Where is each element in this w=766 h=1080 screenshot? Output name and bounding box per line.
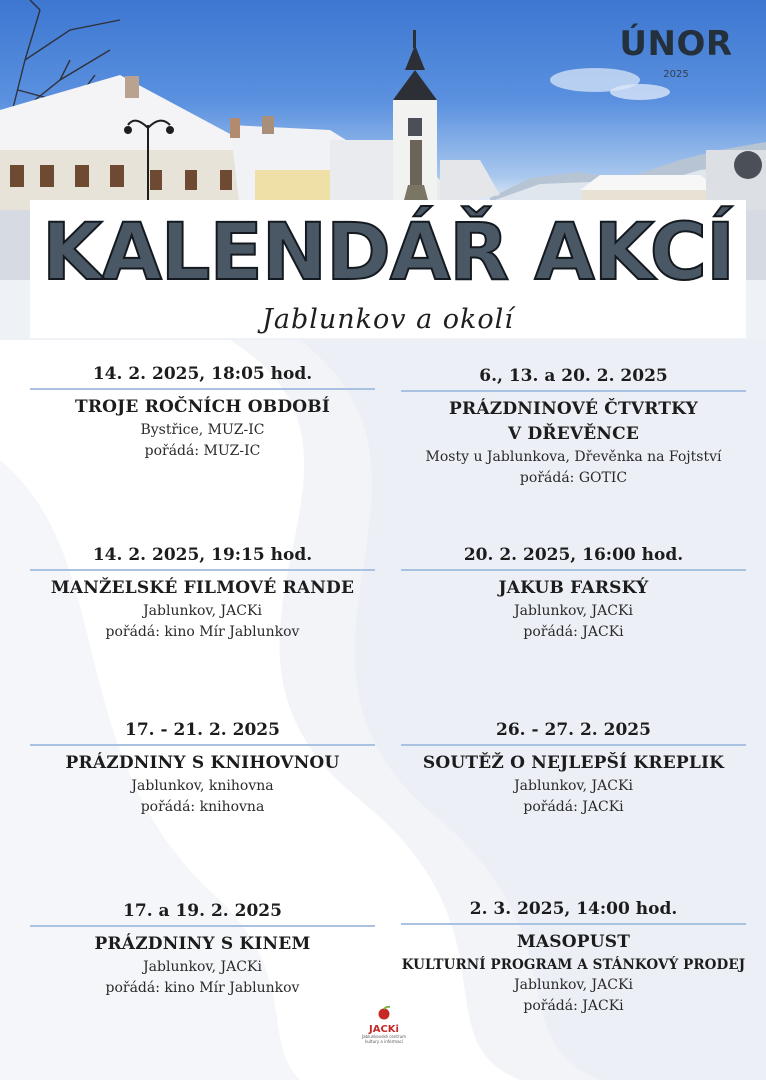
divider: [30, 925, 375, 927]
event-date: 20. 2. 2025, 16:00 hod.: [463, 545, 684, 565]
divider: [401, 923, 746, 925]
event-title: MASOPUST: [516, 932, 631, 952]
event-date: 17. - 21. 2. 2025: [125, 720, 280, 740]
event-title: PRÁZDNINY S KINEM: [94, 934, 311, 954]
event-date: 14. 2. 2025, 18:05 hod.: [92, 364, 313, 384]
event-place: Jablunkov, JACKi: [143, 603, 262, 619]
event-organizer: pořádá: JACKi: [523, 624, 624, 640]
event-organizer: pořádá: kino Mír Jablunkov: [105, 624, 300, 640]
event-title: SOUTĚŽ O NEJLEPŠÍ KREPLIK: [422, 753, 725, 773]
event-card: [401, 365, 746, 489]
event-date: 6., 13. a 20. 2. 2025: [479, 366, 668, 386]
year-label: 2025: [663, 69, 689, 80]
event-organizer: pořádá: kino Mír Jablunkov: [105, 980, 300, 996]
event-title: MANŽELSKÉ FILMOVÉ RANDE: [50, 578, 355, 598]
event-date: 14. 2. 2025, 19:15 hod.: [92, 545, 313, 565]
month-heading: ÚNOR: [619, 24, 733, 64]
event-date: 26. - 27. 2. 2025: [496, 720, 651, 740]
header-photo: [0, 0, 766, 340]
event-place: Bystřice, MUZ-IC: [140, 422, 265, 438]
event-title: PRÁZDNINY S KNIHOVNOU: [65, 753, 340, 773]
event-card: [401, 544, 746, 643]
event-place: Jablunkov, JACKi: [514, 778, 633, 794]
event-organizer: pořádá: knihovna: [140, 799, 265, 815]
event-place: Jablunkov, knihovna: [131, 778, 274, 794]
event-organizer: pořádá: JACKi: [523, 998, 624, 1014]
divider: [30, 744, 375, 746]
events-area: [0, 340, 766, 1080]
event-place: Jablunkov, JACKi: [514, 603, 633, 619]
event-title: PRÁZDNINOVÉ ČTVRTKY: [449, 399, 698, 419]
divider: [30, 388, 375, 390]
divider: [30, 569, 375, 571]
logo-tagline: Jablunkovské centrum kultury a informací: [361, 1034, 407, 1044]
jacki-logo: [360, 1005, 408, 1045]
event-card: [30, 719, 375, 818]
event-card: [30, 363, 375, 462]
event-card: [401, 719, 746, 818]
logo-name: JACKi: [369, 1024, 399, 1035]
event-card: [30, 900, 375, 999]
divider: [401, 390, 746, 392]
divider: [401, 744, 746, 746]
event-place: Mosty u Jablunkova, Dřevěnka na Fojtství: [425, 449, 722, 465]
apple-icon: [374, 1006, 394, 1020]
event-subtitle: KULTURNÍ PROGRAM A STÁNKOVÝ PRODEJ: [401, 957, 746, 973]
event-card: [401, 898, 746, 1017]
event-date: 2. 3. 2025, 14:00 hod.: [469, 899, 678, 919]
event-place: Jablunkov, JACKi: [143, 959, 262, 975]
event-organizer: pořádá: MUZ-IC: [144, 443, 261, 459]
event-date: 17. a 19. 2. 2025: [123, 901, 282, 921]
event-card: [30, 544, 375, 643]
page-title: KALENDÁŘ AKCÍ: [42, 208, 734, 298]
event-organizer: pořádá: GOTIC: [519, 470, 628, 486]
page-subtitle: Jablunkov a okolí: [262, 304, 514, 335]
event-organizer: pořádá: JACKi: [523, 799, 624, 815]
event-title: TROJE ROČNÍCH OBDOBÍ: [74, 397, 331, 417]
event-title-line2: V DŘEVĚNCE: [507, 424, 640, 444]
event-title: JAKUB FARSKÝ: [498, 578, 649, 598]
title-panel: [30, 200, 746, 338]
event-place: Jablunkov, JACKi: [514, 977, 633, 993]
divider: [401, 569, 746, 571]
